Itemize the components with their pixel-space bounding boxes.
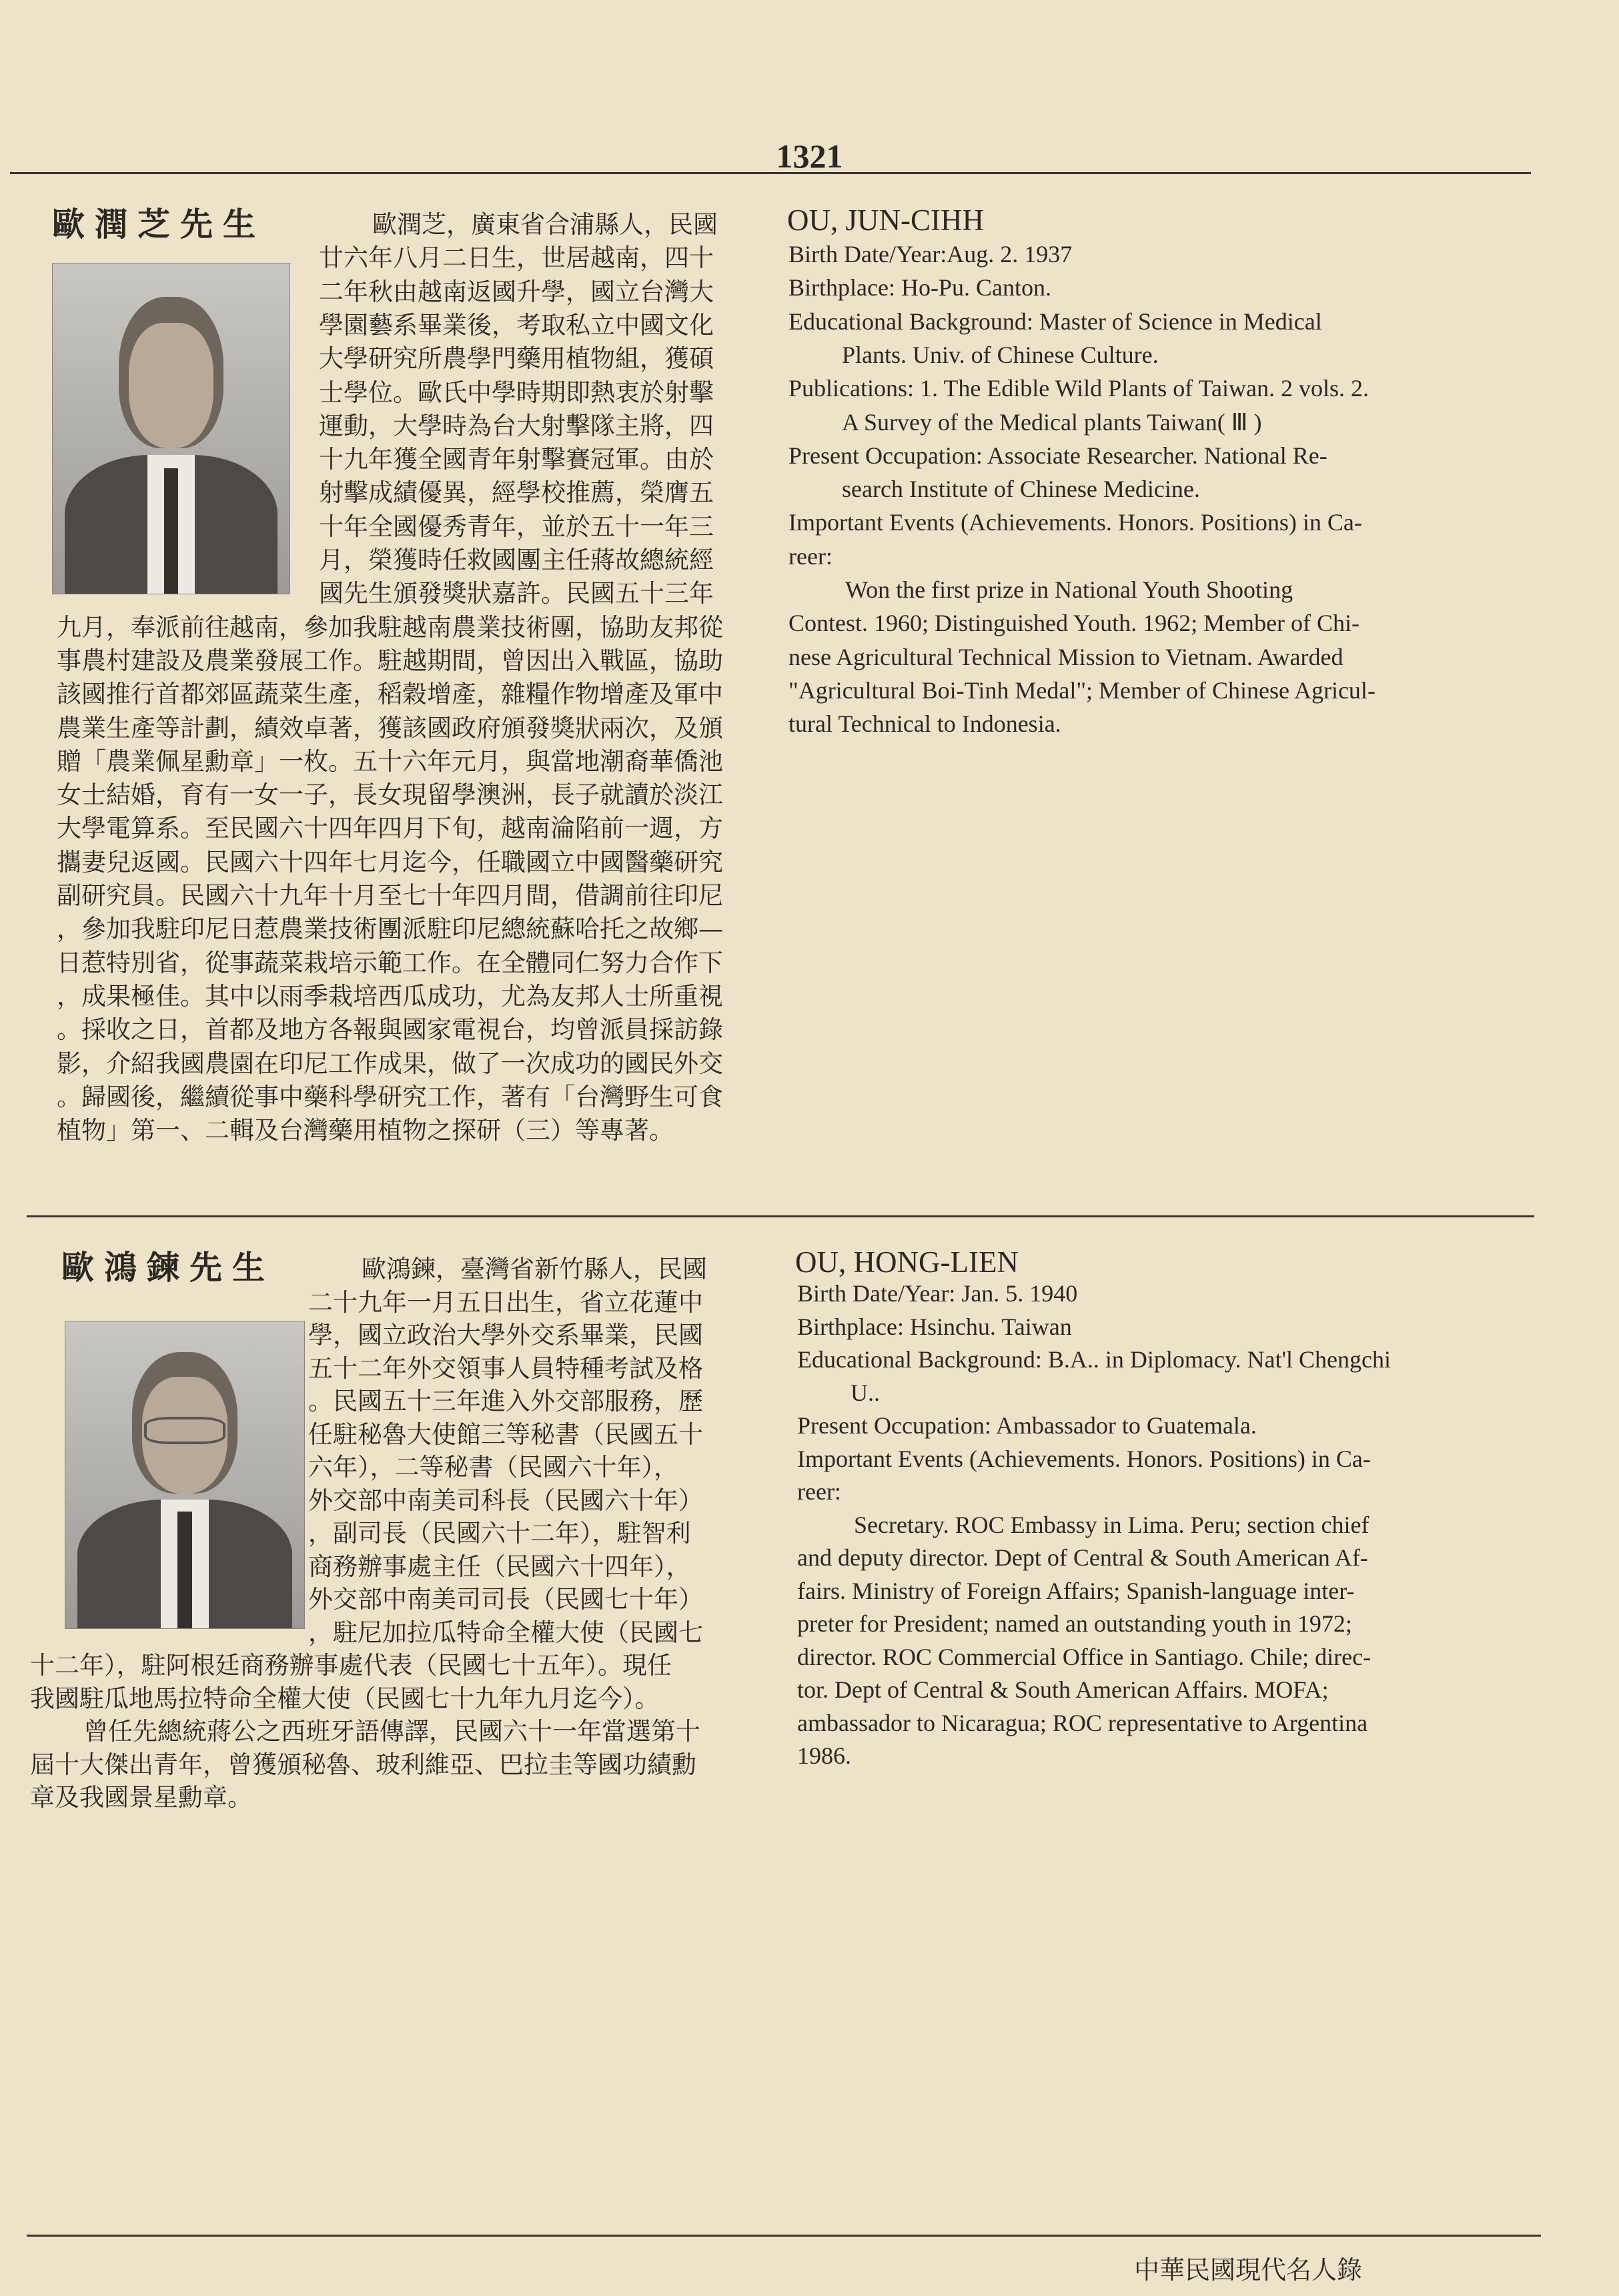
entry-1-cn-name: 歐潤芝先生: [52, 205, 266, 243]
en-bio-line: reer:: [797, 1478, 841, 1505]
cn-bio-line: 曾任先總統蔣公之西班牙語傳譯，民國六十一年當選第十: [83, 1717, 700, 1746]
cn-bio-line: 月，榮獲時任救國團主任蔣故總統經: [319, 546, 714, 574]
en-bio-line: Birthplace: Hsinchu. Taiwan: [797, 1313, 1072, 1340]
en-bio-line: tor. Dept of Central & South American Affairs. MOFA;: [797, 1676, 1329, 1703]
cn-bio-line: 五十二年外交領事人員特種考試及格: [308, 1353, 703, 1383]
cn-bio-line: 九月，奉派前往越南，參加我駐越南農業技術團，協助友邦從: [57, 612, 723, 642]
entry-2-portrait: [65, 1321, 305, 1629]
cn-bio-line: 士學位。歐氏中學時期即熱衷於射擊: [319, 378, 714, 407]
cn-bio-line: 運動，大學時為台大射擊隊主將，四: [319, 411, 714, 440]
cn-bio-line: 大學研究所農學門藥用植物組，獲碩: [319, 344, 714, 374]
en-bio-line: tural Technical to Indonesia.: [788, 710, 1061, 738]
en-bio-line: Won the first prize in National Youth Shooting: [845, 576, 1293, 603]
cn-bio-line: 學園藝系畢業後，考取私立中國文化: [319, 310, 714, 340]
en-bio-line: Important Events (Achievements. Honors. Positions) in Ca-: [788, 509, 1362, 536]
en-bio-line: 1986.: [797, 1742, 851, 1769]
cn-bio-line: 事農村建設及農業發展工作。駐越期間，曾因出入戰區，協助: [57, 646, 723, 675]
en-bio-line: Educational Background: B.A.. in Diplomacy. Nat'l Chengchi: [797, 1346, 1391, 1373]
en-bio-line: Educational Background: Master of Science in Medical: [788, 308, 1322, 335]
en-bio-line: Birth Date/Year:Aug. 2. 1937: [788, 241, 1073, 267]
en-bio-line: A Survey of the Medical plants Taiwan( Ⅲ ): [842, 408, 1262, 436]
cn-bio-line: 歐潤芝，廣東省合浦縣人，民國: [372, 210, 718, 239]
en-bio-line: Publications: 1. The Edible Wild Plants of Taiwan. 2 vols. 2.: [788, 375, 1369, 402]
en-bio-line: search Institute of Chinese Medicine.: [842, 476, 1200, 503]
en-bio-line: Secretary. ROC Embassy in Lima. Peru; section chief: [854, 1511, 1370, 1538]
en-bio-line: Birth Date/Year: Jan. 5. 1940: [797, 1280, 1078, 1307]
entry-1-en-name: OU, JUN-CIHH: [787, 203, 984, 237]
en-bio-line: Present Occupation: Associate Researcher. National Re-: [788, 442, 1327, 469]
cn-bio-line: 國先生頒發獎狀嘉許。民國五十三年: [319, 579, 714, 608]
page-number: 1321: [776, 137, 843, 175]
cn-bio-line: 副研究員。民國六十九年十月至七十年四月間，借調前往印尼: [57, 881, 723, 910]
cn-bio-line: 十年全國優秀青年，並於五十一年三: [319, 512, 714, 541]
en-bio-line: Birthplace: Ho-Pu. Canton.: [788, 274, 1051, 302]
en-bio-line: fairs. Ministry of Foreign Affairs; Spanish-language inter-: [797, 1577, 1355, 1604]
en-bio-line: nese Agricultural Technical Mission to Vietnam. Awarded: [788, 643, 1343, 670]
footer-title: 中華民國現代名人錄: [1134, 2255, 1363, 2285]
section-divider: [27, 1215, 1534, 1217]
cn-bio-line: 女士結婚，育有一女一子，長女現留學澳洲，長子就讀於淡江: [57, 780, 723, 810]
en-bio-line: U..: [851, 1379, 880, 1406]
cn-bio-line: 我國駐瓜地馬拉特命全權大使（民國七十九年九月迄今）。: [30, 1684, 660, 1713]
cn-bio-line: 十九年獲全國青年射擊賽冠軍。由於: [319, 445, 714, 474]
en-bio-line: Present Occupation: Ambassador to Guatemala.: [797, 1412, 1257, 1439]
en-bio-line: director. ROC Commercial Office in Santiago. Chile; direc-: [797, 1643, 1372, 1670]
cn-bio-line: 影，介紹我國農園在印尼工作成果，做了一次成功的國民外交: [57, 1049, 723, 1078]
cn-bio-line: 外交部中南美司司長（民國七十年）: [308, 1585, 703, 1614]
cn-bio-line: 任駐秘魯大使館三等秘書（民國五十: [308, 1419, 703, 1449]
cn-bio-line: ，副司長（民國六十二年），駐智利: [308, 1519, 691, 1548]
cn-bio-line: 廿六年八月二日生，世居越南，四十: [319, 243, 714, 273]
en-bio-line: ambassador to Nicaragua; ROC representative to Argentina: [797, 1709, 1368, 1736]
en-bio-line: Important Events (Achievements. Honors. Positions) in Ca-: [797, 1445, 1371, 1472]
cn-bio-line: 二年秋由越南返國升學，國立台灣大: [319, 277, 714, 306]
cn-bio-line: 商務辦事處主任（民國六十四年），: [308, 1552, 691, 1581]
cn-bio-line: 農業生產等計劃，績效卓著，獲該國政府頒發獎狀兩次，及頒: [57, 713, 723, 742]
cn-bio-line: 大學電算系。至民國六十四年四月下旬，越南淪陷前一週，方: [57, 814, 723, 843]
cn-bio-line: 。採收之日，首都及地方各報與國家電視台，均曾派員採訪錄: [57, 1015, 723, 1045]
cn-bio-line: 章及我國景星勳章。: [30, 1783, 252, 1812]
cn-bio-line: 。民國五十三年進入外交部服務，歷: [308, 1387, 703, 1415]
en-bio-line: "Agricultural Boi-Tinh Medal"; Member of Chinese Agricul-: [788, 676, 1376, 704]
cn-bio-line: 歐鴻鍊，臺灣省新竹縣人，民國: [362, 1255, 707, 1283]
cn-bio-line: 外交部中南美司科長（民國六十年）: [308, 1486, 703, 1515]
top-rule: [10, 172, 1531, 174]
cn-bio-line: 射擊成績優異，經學校推薦，榮膺五: [319, 478, 714, 508]
cn-bio-line: 該國推行首都郊區蔬菜生產，稻穀增產，雜糧作物增產及軍中: [57, 680, 723, 709]
cn-bio-line: 屆十大傑出青年，曾獲頒秘魯、玻利維亞、巴拉圭等國功績勳: [30, 1750, 696, 1779]
entry-2-en-name: OU, HONG-LIEN: [795, 1245, 1019, 1279]
cn-bio-line: 贈「農業佩星勳章」一枚。五十六年元月，與當地潮裔華僑池: [57, 746, 723, 776]
bottom-rule: [27, 2235, 1541, 2237]
cn-bio-line: 攜妻兒返國。民國六十四年七月迄今，任職國立中國醫藥研究: [57, 847, 723, 877]
cn-bio-line: 十二年），駐阿根廷商務辦事處代表（民國七十五年）。現任: [30, 1651, 672, 1680]
cn-bio-line: 學，國立政治大學外交系畢業，民國: [308, 1321, 703, 1349]
cn-bio-line: 植物」第一、二輯及台灣藥用植物之探研（三）等專著。: [57, 1116, 674, 1145]
en-bio-line: and deputy director. Dept of Central & South American Af-: [797, 1544, 1368, 1571]
cn-bio-line: ，參加我駐印尼日惹農業技術團派駐印尼總統蘇哈托之故鄉—: [57, 915, 723, 944]
en-bio-line: preter for President; named an outstanding youth in 1972;: [797, 1610, 1352, 1637]
en-bio-line: reer:: [788, 542, 833, 570]
en-bio-line: Plants. Univ. of Chinese Culture.: [842, 341, 1159, 368]
cn-bio-line: ，駐尼加拉瓜特命全權大使（民國七: [308, 1618, 703, 1647]
en-bio-line: Contest. 1960; Distinguished Youth. 1962; Member of Chi-: [788, 610, 1360, 637]
cn-bio-line: 。歸國後，繼續從事中藥科學研究工作，著有「台灣野生可食: [57, 1082, 723, 1111]
cn-bio-line: 二十九年一月五日出生，省立花蓮中: [308, 1287, 703, 1317]
cn-bio-line: ，成果極佳。其中以雨季栽培西瓜成功，尤為友邦人士所重視: [57, 981, 723, 1011]
entry-1-portrait: [52, 263, 290, 594]
cn-bio-line: 六年），二等秘書（民國六十年），: [308, 1453, 678, 1482]
cn-bio-line: 日惹特別省，從事蔬菜栽培示範工作。在全體同仁努力合作下: [57, 948, 723, 977]
entry-2-cn-name: 歐鴻鍊先生: [61, 1248, 276, 1287]
